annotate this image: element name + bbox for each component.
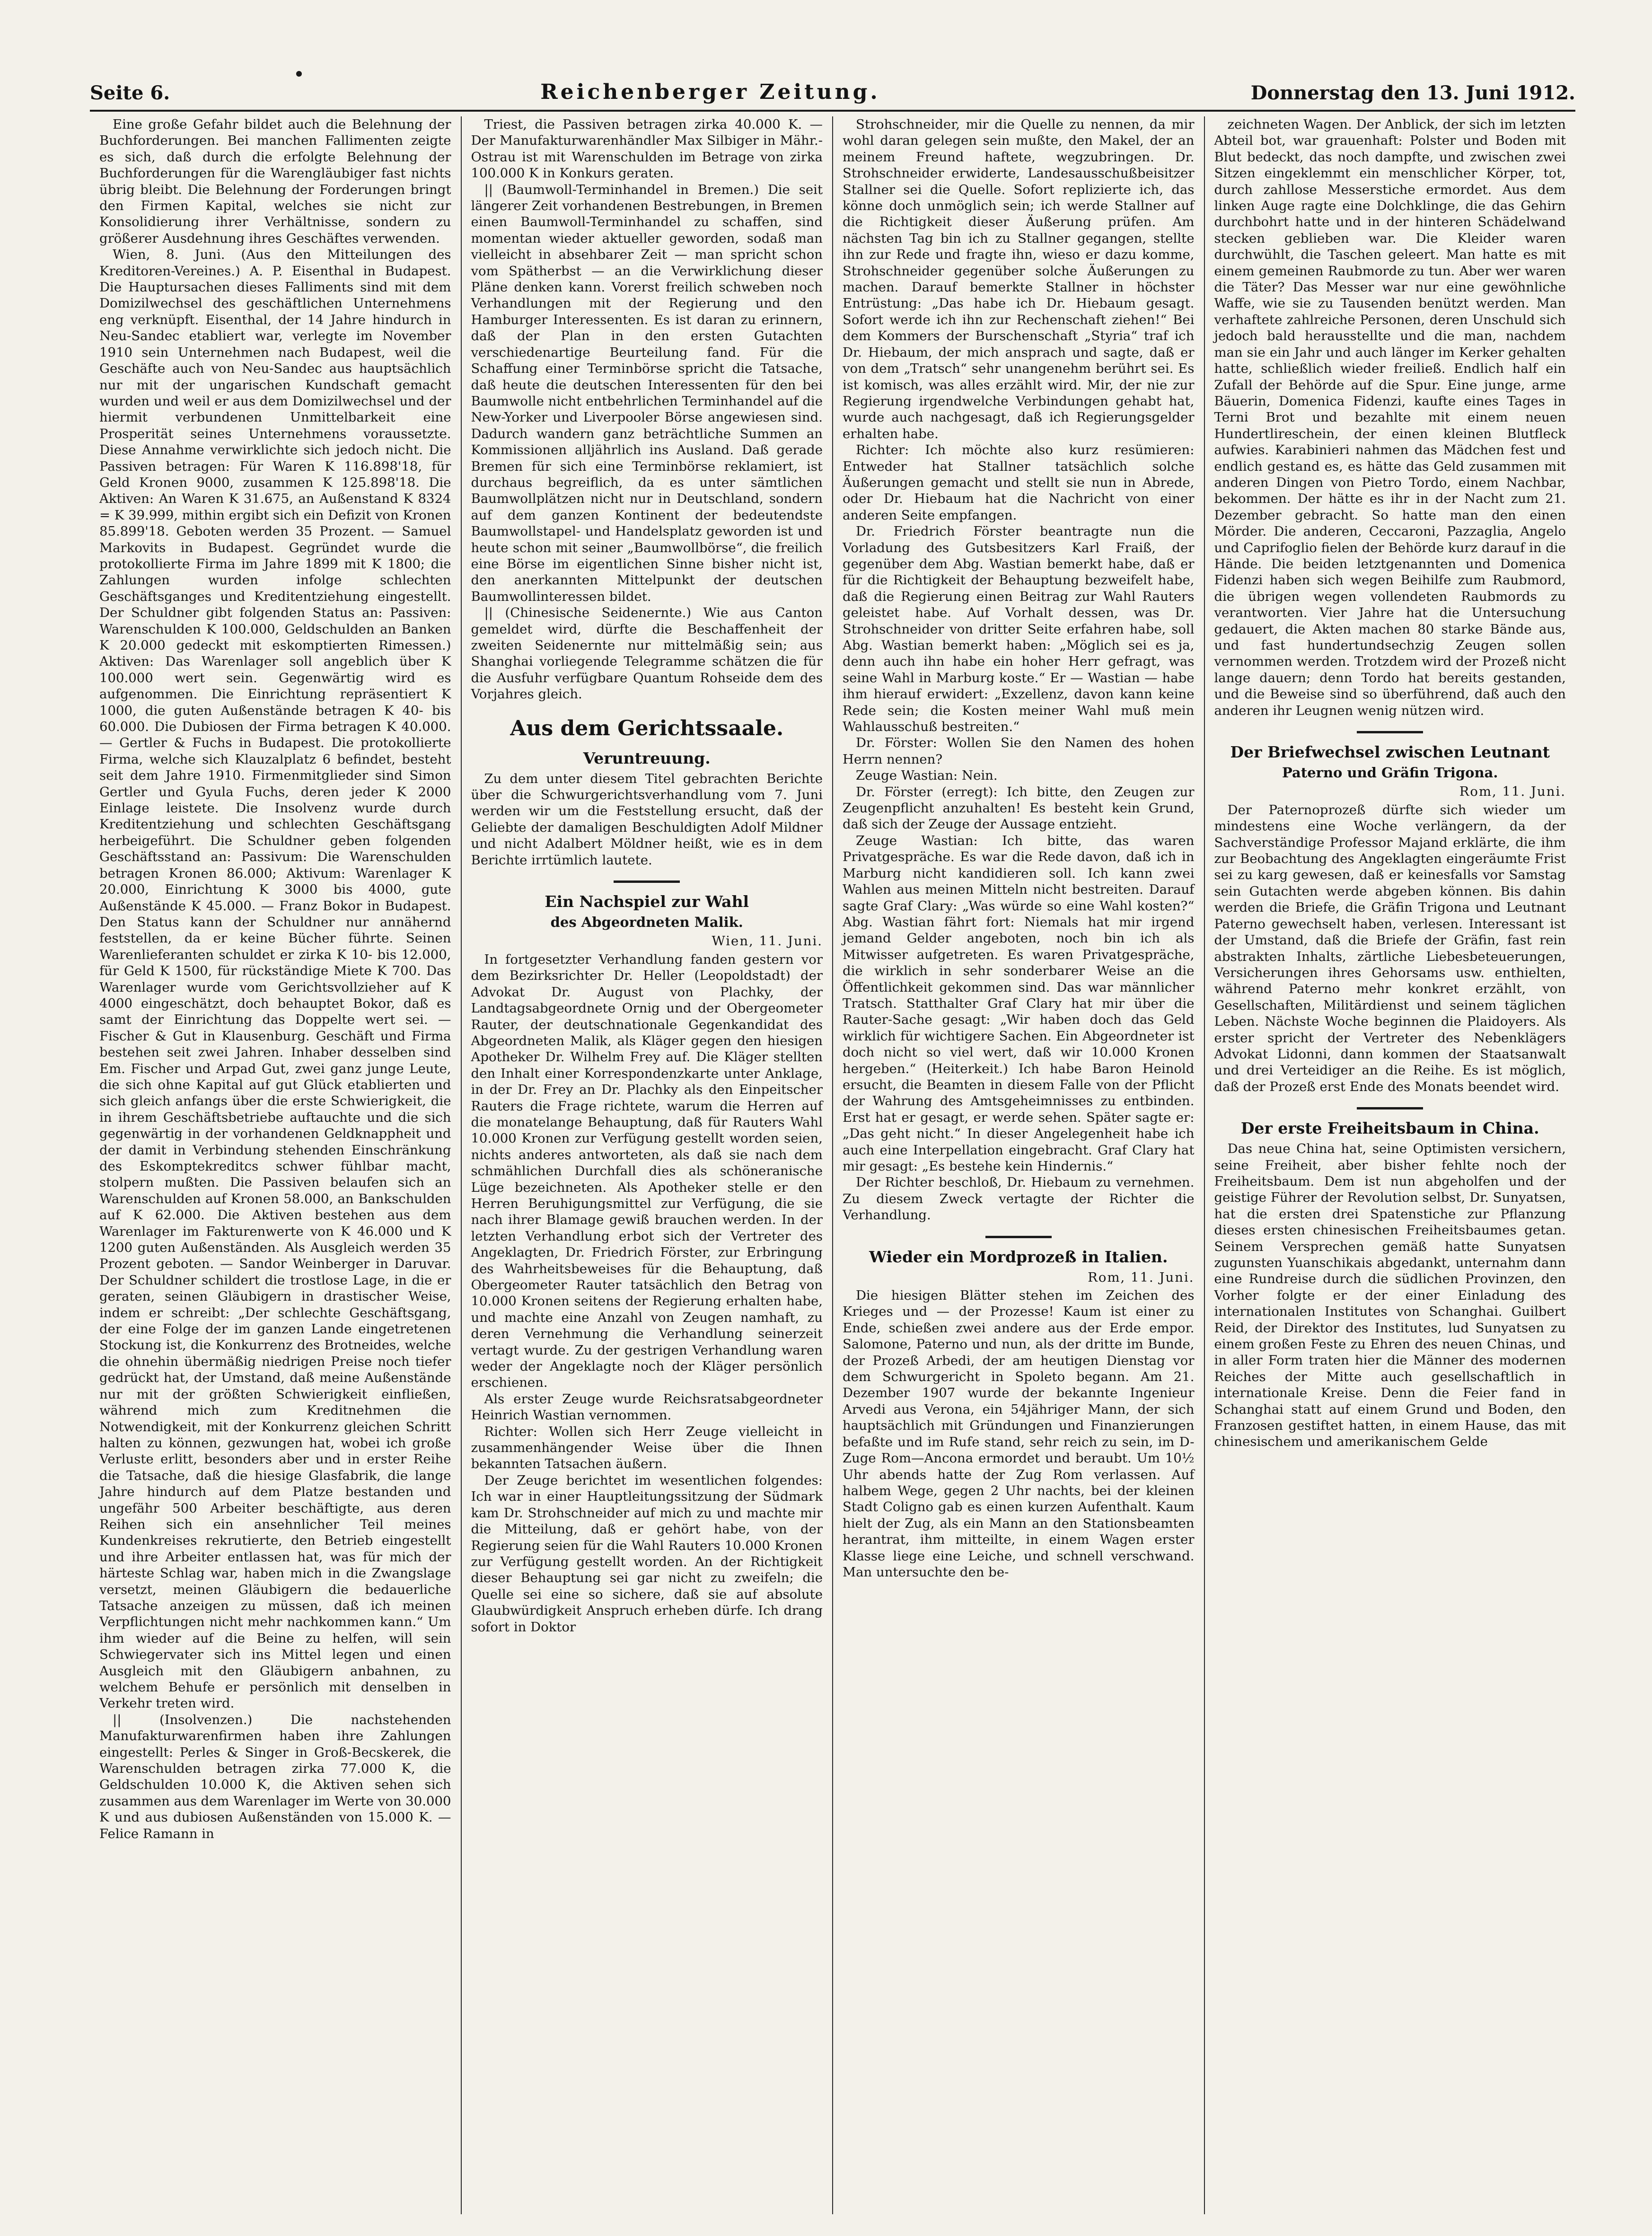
separator [985,1236,1052,1238]
column-3 [833,116,1205,2214]
paragraph: Wien, 8. Juni. (Aus den Mitteilungen des Kreditoren-Vereines.) A. P. Eisenthal in Budapest. Die Hauptursachen dieses Falliments sind mit dem Domizilwechsel des geschäftlichen Unternehmens eng verknüpft. Eisenthal, der 14 Jahre hindurch in Neu-Sandec etabliert war, verlegte im November 1910 sein Unternehmen nach Budapest, weil die Geschäfte auch von Neu-Sandec aus hauptsächlich nur mit der ungarischen Kundschaft gemacht wurden und weil er aus dem Domizilwechsel und der hiermit verbundenen Unmittelbarkeit eine Prosperität seines Unternehmens voraussetzte. Diese Annahme verwirklichte sich jedoch nicht. Die Passiven betragen: Für Waren K 116.898'18, für Geld Kronen 9000, zusammen K 125.898'18. Die Aktiven: An Waren K 31.675, an Außenstand K 8324 = K 39.999, mithin ergibt sich ein Defizit von Kronen 85.899'18. Geboten werden 35 Prozent. — Samuel Markovits in Budapest. Gegründet wurde die protokollierte Firma im Jahre 1899 mit K 1800; die Zahlungen wurden infolge schlechten Geschäftsganges und Kreditentziehung eingestellt. Der Schuldner gibt folgenden Status an: Passiven: Warenschulden K 100.000, Geldschulden an Banken K 20.000 gedeckt mit eskomptierten Rimessen.) Aktiven: Das Warenlager soll angeblich über K 100.000 wert sein. Gegenwärtig wird es aufgenommen. Die Einrichtung repräsentiert K 1000, die guten Außenstände betragen K 40- bis 60.000. Die Dubiosen der Firma betragen K 40.000. — Gertler & Fuchs in Budapest. Die protokollierte Firma, welche sich Klauzalplatz 6 befindet, besteht seit dem Jahre 1910. Firmenmitglieder sind Simon Gertler und Gyula Fuchs, deren jeder K 2000 Einlage leistete. Die Insolvenz wurde durch Kreditentziehung und schlechten Geschäftsgang herbeigeführt. Die Schuldner geben folgenden Geschäftsstand an: Passivum: Die Warenschulden betragen Kronen 86.000; Aktivum: Warenlager K 20.000, Einrichtung K 3000 bis 4000, gute Außenstände K 45.000. — Franz Bokor in Budapest. Den Status kann der Schuldner nur annähernd feststellen, da er keine Bücher führte. Seinen Warenlieferanten schuldet er zirka K 10- bis 12.000, für Geld K 1500, für rückständige Miete K 700. Das Warenlager wurde vom Gerichtsvollzieher auf K 4000 eingeschätzt, doch behauptet Bokor, daß es samt der Einrichtung das Doppelte wert sei. — Fischer & Gut in Klausenburg. Geschäft und Firma bestehen seit zwei Jahren. Inhaber desselben sind Em. Fischer und Arpad Gut, zwei ganz junge Leute, die sich ohne Kapital auf gut Glück etablierten und sich gleich anfangs über die erste Schwierigkeit, die in ihrem Geschäftsbetriebe auftauchte und die sich gegenwärtig in der vorhandenen Geldknappheit und der damit in Verbindung stehenden Einschränkung des Eskomptekreditcs schwer fühlbar macht, stolpern mußten. Die Passiven belaufen sich an Warenschulden auf Kronen 58.000, an Bankschulden auf K 62.000. Die Aktiven bestehen aus dem Warenlager im Fakturenwerte von K 46.000 und K 1200 guten Außenständen. Als Ausgleich werden 35 Prozent geboten. — Sandor Weinberger in Daruvar. Der Schuldner schildert die trostlose Lage, in die er geraten, seinen Gläubigern in drastischer Weise, indem er schreibt: „Der schlechte Geschäftsgang, der eine Folge der im ganzen Lande eingetretenen Stockung ist, die Konkurrenz des Brotneides, welche die ohnehin übermäßig niedrigen Preise noch tiefer gedrückt hat, der Umstand, daß meine Außenstände nur mit der größten Schwierigkeit einfließen, während mich zum Kreditnehmen die Notwendigkeit, mit der Konkurrenz gleichen Schritt halten zu können, gezwungen hat, wobei ich große Verluste erlitt, besonders aber und in erster Reihe die Tatsache, daß die hiesige Glasfabrik, die lange Jahre hindurch auf dem Platze bestanden und ungefähr 500 Arbeiter beschäftigte, aus deren Reihen sich ein ansehnlicher Teil meines Kundenkreises rekrutierte, den Betrieb eingestellt und ihre Arbeiter entlassen hat, was für mich der härteste Schlag war, haben mich in die Zwangslage versetzt, meinen Gläubigern die bedauerliche Tatsache anzeigen zu müssen, daß ich meinen Verpflichtungen nicht mehr nachkommen kann.“ Um ihm wieder auf die Beine zu helfen, will sein Schwiegervater sich ins Mittel legen und einen Ausgleich mit den Gläubigern anbahnen, zu welchem Behufe er persönlich mit denselben in Verkehr treten wird. [99,247,451,1711]
newspaper-title: Reichenberger Zeitung. [540,80,880,104]
separator [1357,1107,1423,1109]
issue-date: Donnerstag den 13. Juni 1912. [1250,82,1575,104]
article-title: Wieder ein Mordprozeß in Italien. [869,1247,1168,1266]
paragraph: Triest, die Passiven betragen zirka 40.000 K. — Der Manufakturwarenhändler Max Silbiger in Mähr.-Ostrau ist mit Warenschulden im Betrage von zirka 100.000 K in Konkurs geraten. [471,117,823,181]
paragraph: Der Richter beschloß, Dr. Hiebaum zu vernehmen. Zu diesem Zweck vertagte der Richter die Verhandlung. [843,1175,1195,1223]
running-head [90,76,1575,104]
paragraph: Eine große Gefahr bildet auch die Belehnung der Buchforderungen. Bei manchen Fallimenten zeigte es sich, daß durch die erfolgte Belehnung der Buchforderungen für die Warengläubiger fast nichts übrig bleibt. Die Belehnung der Forderungen bringt den Firmen Kapital, welches sie nicht zur Konsolidierung ihrer Verhältnisse, sondern zu größerer Ausdehnung ihres Geschäftes verwenden. [99,117,451,246]
paragraph: Der Paternoprozeß dürfte sich wieder um mindestens eine Woche verlängern, da der Sachverständige Professor Majand erklärte, die ihm zur Beobachtung des Angeklagten eingeräumte Frist sei zu karg gewesen, daß er keinesfalls vor Samstag sein Gutachten werde abgeben können. Bis dahin werden die Briefe, die Gräfin Trigona und Leutnant Paterno gewechselt haben, verlesen. Interessant ist der Umstand, daß die Briefe der Gräfin, fast rein abstrakten Inhalts, zärtliche Liebesbeteuerungen, Versicherungen ihres Gehorsams usw. enthielten, während Paterno mehr konkret erzählt, von Gesellschaften, Militärdienst und seinem täglichen Leben. Nächste Woche beginnen die Plaidoyers. Als erster spricht der Vertreter des Nebenklägers Advokat Lidonni, dann kommen der Staatsanwalt und drei Verteidiger an die Reihe. Es ist möglich, daß der Prozeß erst Ende des Monats beendet wird. [1214,802,1566,1094]
paragraph: Dr. Förster (erregt): Ich bitte, den Zeugen zur Zeugenpflicht anzuhalten! Es besteht kein Grund, daß sich der Zeuge der Aussage entzieht. [843,784,1195,832]
separator [614,880,680,883]
header-rule [90,110,1575,112]
paragraph: Dr. Förster: Wollen Sie den Namen des hohen Herrn nennen? [843,735,1195,767]
article-title: Der Briefwechsel zwischen Leutnant [1230,743,1550,762]
article-title: Ein Nachspiel zur Wahl [545,892,749,911]
section-heading: Aus dem Gerichtssaale. [510,716,784,740]
column-4 [1205,116,1576,2214]
paragraph: In fortgesetzter Verhandlung fanden gestern vor dem Bezirksrichter Dr. Heller (Leopoldstadt) der Advokat Dr. August von Plachky, der Landtagsabgeordnete Ornig und der Obergeometer Rauter, der deutschnationale Gegenkandidat des Abgeordneten Malik, als Kläger gegen den hiesigen Apotheker Dr. Wilhelm Frey auf. Die Kläger stellten den Inhalt einer Korrespondenzkarte unter Anklage, in der Dr. Frey an Dr. Plachky als den Einpeitscher Rauters die Frage richtete, warum die Herren auf die monatelange Behauptung, daß für Rauters Wahl 10.000 Kronen zur Verfügung gestellt worden seien, nichts anderes antworteten, als daß sie nach dem schmählichen Durchfall dies als schöneranische Lüge bezeichneten. Als Apotheker stelle er den Herren Beruhigungsmittel zur Verfügung, die sie nach ihrer Blamage gewiß brauchen werden. In der letzten Verhandlung erbot sich der Vertreter des Angeklagten, Dr. Friedrich Förster, zur Erbringung des Wahrheitsbeweises für die Behauptung, daß Obergeometer Rauter tatsächlich den Betrag von 10.000 Kronen seitens der Regierung erhalten habe, und machte eine Anzahl von Zeugen namhaft, zu deren Vernehmung die Verhandlung seinerzeit vertagt wurde. Zu der gestrigen Verhandlung waren weder der Angeklagte noch der Kläger persönlich erschienen. [471,951,823,1391]
paragraph: Richter: Ich möchte also kurz resümieren: Entweder hat Stallner tatsächlich solche Äußerungen gemacht und stellt sie nun in Abrede, oder Dr. Hiebaum hat die Nachricht von einer anderen Seite empfangen. [843,442,1195,523]
column-1 [90,116,462,2214]
paragraph: Zeuge Wastian: Nein. [856,768,998,783]
paragraph: Richter: Wollen sich Herr Zeuge vielleicht in zusammenhängender Weise über die Ihnen bekannten Tatsachen äußern. [471,1424,823,1472]
paragraph: Zu dem unter diesem Titel gebrachten Berichte über die Schwurgerichtsverhandlung vom 7. Juni werden wir um die Feststellung ersucht, daß der Geliebte der damaligen Beschuldigten Adolf Mildner und nicht Adalbert Möldner heißt, wie es in dem Berichte irrtümlich lautete. [471,771,823,868]
article-subtitle: Paterno und Gräfin Trigona. [1282,765,1498,781]
paragraph: zeichneten Wagen. Der Anblick, der sich im letzten Abteil bot, war grauenhaft: Polster und Boden mit Blut bedeckt, das noch dampfte, und zwischen zwei Sitzen eingeklemmt ein menschlicher Körper, tot, durch zahllose Messerstiche ermordet. Aus dem linken Auge ragte eine Dolchklinge, die das Gehirn durchbohrt hatte und in der hinteren Schädelwand stecken geblieben war. Die Kleider waren durchwühlt, die Taschen geleert. Man hatte es mit einem gemeinen Raubmorde zu tun. Aber wer waren die Täter? Das Messer war nur eine gewöhnliche Waffe, wie sie zu Tausenden benützt werden. Man verhaftete zahlreiche Personen, deren Unschuld sich jedoch bald herausstellte und die man, nachdem man sie ein Jahr und auch länger im Kerker gehalten hatte, schließlich wieder freiließ. Endlich half ein Zufall der Behörde auf die Spur. Eine junge, arme Bäuerin, Domenica Fidenzi, kaufte eines Tages in Terni Brot und bezahlte mit einem neuen Hundertlireschein, der einen kleinen Blutfleck aufwies. Karabinieri nahmen das Mädchen fest und endlich gestand es, es hätte das Geld zusammen mit anderen Dingen von Pietro Tordo, einem Nachbar, bekommen. Der hätte es ihr in der Nacht zum 21. Dezember gebracht. So hatte man den einen Mörder. Die anderen, Ceccaroni, Pazzaglia, Angelo und Caprifoglio fielen der Behörde kurz darauf in die Hände. Die beiden letztgenannten und Domenica Fidenzi haben sich wegen Beihilfe zum Raubmord, die übrigen wegen vollendeten Raubmords zu verantworten. Vier Jahre hat die Untersuchung gedauert, die Akten machen 80 starke Bände aus, und fast hundertundsechzig Zeugen sollen vernommen werden. Trotzdem wird der Prozeß nicht lange dauern; denn Tordo hat bereits gestanden, und die Beweise sind so überführend, daß auch den anderen ihr Leugnen wenig nützen wird. [1214,117,1566,718]
dateline: Rom, 11. Juni. [1088,1269,1195,1285]
paragraph: Zeuge Wastian: Ich bitte, das waren Privatgespräche. Es war die Rede davon, daß ich in Marburg nicht kandidieren soll. Ich kann zwei Wahlen aus meinen Mitteln nicht bestreiten. Darauf sagte Graf Clary: „Was würde so eine Wahl kosten?“ Abg. Wastian fährt fort: Niemals hat mir irgend jemand Gelder angeboten, noch bin ich als Mitwisser aufgetreten. Es waren Privatgespräche, die wirklich in sehr sonderbarer Weise an die Öffentlichkeit gekommen sind. Das war männlicher Tratsch. Statthalter Graf Clary hat mir über die Rauter-Sache gesagt: „Wir haben doch das Geld wirklich für wichtigere Sachen. Ein Abgeordneter ist doch nicht so viel wert, daß wir 10.000 Kronen hergeben.“ (Heiterkeit.) Ich habe Baron Heinold ersucht, die Beamten in diesem Falle von der Pflicht der Wahrung des Amtsgeheimnisses zu entbinden. Erst hat er gesagt, er werde sehen. Später sagte er: „Das geht nicht.“ In dieser Angelegenheit habe ich auch eine Interpellation eingebracht. Graf Clary hat mir gesagt: „Es bestehe kein Hindernis.“ [843,833,1195,1174]
newspaper-page [90,76,1575,2214]
article-subtitle: des Abgeordneten Malik. [550,914,743,931]
article-title: Der erste Freiheitsbaum in China. [1240,1119,1539,1138]
paragraph: Das neue China hat, seine Optimisten versichern, seine Freiheit, aber bisher fehlte noch der Freiheitsbaum. Dem ist nun abgeholfen und der geistige Führer der Revolution selbst, Dr. Sunyatsen, hat die ersten drei Spatenstiche zur Pflanzung dieses ersten chinesischen Freiheitsbaumes getan. Seinem Versprechen gemäß hatte Sunyatsen zugunsten Yuanschikais abgedankt, unternahm dann eine Rundreise durch die südlichen Provinzen, den Vorher folgte er der einer Einladung des internationalen Institutes von Schanghai. Guilbert Reid, der Direktor des Institutes, lud Sunyatsen zu einem großen Feste zu Ehren des neuen Chinas, und in aller Form traten hier die Männer des modernen Reiches der Mitte auch gesellschaftlich in internationale Kreise. Denn die Feier fand in Schanghai statt auf einem Grund und Boden, den Franzosen gestiftet hatten, in einem Hause, das mit chinesischem und amerikanischem Gelde [1214,1141,1566,1450]
paragraph: || (Chinesische Seidenernte.) Wie aus Canton gemeldet wird, dürfte die Beschaffenheit der zweiten Seidenernte nur mittelmäßig sein; aus Shanghai vorliegende Telegramme schätzen die für die Ausfuhr verfügbare Quantum Rohseide dem des Vorjahres gleich. [471,605,823,702]
paragraph: Strohschneider, mir die Quelle zu nennen, da mir wohl daran gelegen sein mußte, den Makel, der an meinem Freund haftete, wegzubringen. Dr. Strohschneider erwiderte, Landesausschußbeisitzer Stallner sei die Quelle. Sofort replizierte ich, das könne doch unmöglich sein; ich werde Stallner auf die Richtigkeit dieser Äußerung prüfen. Am nächsten Tag bin ich zu Stallner gegangen, stellte ihn zur Rede und fragte ihn, wieso er dazu komme, Strohschneider gegenüber solche Äußerungen zu machen. Darauf bemerkte Stallner in höchster Entrüstung: „Das habe ich Dr. Hiebaum gesagt. Sofort werde ich ihn zur Rechenschaft ziehen!“ Bei dem Kommers der Burschenschaft „Styria“ traf ich Dr. Hiebaum, der mich ansprach und sagte, daß er von dem „Tratsch“ sehr unangenehm berührt sei. Es ist komisch, was alles erzählt wird. Mir, der nie zur Regierung irgendwelche Verbindungen gehabt hat, wurde auch nachgesagt, daß ich Regierungsgelder erhalten habe. [843,117,1195,441]
paragraph: || (Baumwoll-Terminhandel in Bremen.) Die seit längerer Zeit vorhandenen Bestrebungen, in Bremen einen Baumwoll-Terminhandel zu schaffen, sind momentan wieder aktueller geworden, sodaß man vielleicht in absehbarer Zeit — man spricht schon vom Spätherbst — an die Verwirklichung dieser Pläne denken kann. Vorerst freilich schweben noch Verhandlungen mit der Regierung und den Hamburger Interessenten. Es ist daran zu erinnern, daß der Plan in den ersten Gutachten verschiedenartige Beurteilung fand. Für die Schaffung einer Terminbörse spricht die Tatsache, daß heute die deutschen Interessenten für den bei Baumwolle nicht entbehrlichen Terminhandel auf die New-Yorker und Liverpooler Börse angewiesen sind. Dadurch wandern ganz beträchtliche Summen an Kommissionen alljährlich ins Ausland. Daß gerade Bremen für sich eine Terminbörse reklamiert, ist durchaus begreiflich, da es unter sämtlichen Baumwollplätzen nicht nur in Deutschland, sondern auf dem ganzen Kontinent der bedeutendste Baumwollstapel- und Handelsplatz geworden ist und heute schon mit seiner „Baumwollbörse“, die freilich eine Börse im eigentlichen Sinne bisher nicht ist, den anerkannten Mittelpunkt der deutschen Baumwollinteressen bildet. [471,182,823,604]
separator [1357,731,1423,733]
paragraph: || (Insolvenzen.) Die nachstehenden Manufakturwarenfirmen haben ihre Zahlungen eingestellt: Perles & Singer in Groß-Becskerek, die Warenschulden betragen zirka 77.000 K, die Geldschulden 10.000 K, die Aktiven sehen sich zusammen aus dem Warenlager im Werte von 30.000 K und aus dubiosen Außenständen von 15.000 K. — Felice Ramann in [99,1712,451,1841]
paragraph: Dr. Friedrich Förster beantragte nun die Vorladung des Gutsbesitzers Karl Fraiß, der gegenüber dem Abg. Wastian bemerkt habe, daß er für die Richtigkeit der Behauptung bezweifelt habe, daß die Regierung einen Beitrag zur Wahl Rauters geleistet habe. Auf Vorhalt dessen, was Dr. Strohschneider von dritter Seite erfahren habe, soll Abg. Wastian bemerkt haben: „Möglich sei es ja, denn auch ihn habe ein hoher Herr gefragt, was seine Wahl in Marburg koste.“ Er — Wastian — habe ihm hierauf erwidert: „Exzellenz, davon kann keine Rede sein; die Kosten meiner Wahl muß mein Wahlausschuß bestreiten.“ [843,524,1195,735]
columns [90,116,1575,2214]
paragraph: Der Zeuge berichtet im wesentlichen folgendes: Ich war in einer Hauptleitungssitzung der Südmark kam Dr. Strohschneider auf mich zu und machte mir die Mitteilung, daß er gehört habe, von der Regierung seien für die Wahl Rauters 10.000 Kronen zur Verfügung gestellt worden. An der Richtigkeit dieser Behauptung sei gar nicht zu zweifeln; die Quelle sei eine so sichere, daß sie auf absolute Glaubwürdigkeit Anspruch erheben dürfe. Ich drang sofort in Doktor [471,1472,823,1635]
page-number: Seite 6. [90,82,170,104]
paragraph: Die hiesigen Blätter stehen im Zeichen des Krieges und — der Prozesse! Kaum ist einer zu Ende, schießen zwei andere aus der Erde empor. Salomone, Paterno und nun, als der dritte im Bunde, der Prozeß Arbedi, der am heutigen Dienstag vor dem Schwurgericht in Spoleto begann. Am 21. Dezember 1907 wurde der bekannte Ingenieur Arvedi aus Verona, ein 54jähriger Mann, der sich hauptsächlich mit Gründungen und Finanzierungen befaßte und im Rufe stand, sehr reich zu sein, im D-Zuge Rom—Ancona ermordet und beraubt. Um 10½ Uhr abends hatte der Zug Rom verlassen. Auf halbem Wege, gegen 2 Uhr nachts, bei der kleinen Stadt Coligno gab es einen kurzen Aufenthalt. Kaum hielt der Zug, als ein Mann an den Stationsbeamten herantrat, ihm mitteilte, in einem Wagen erster Klasse liege eine Leiche, und schnell verschwand. Man untersuchte den be- [843,1288,1195,1580]
column-2 [462,116,834,2214]
dateline: Wien, 11. Juni. [712,933,823,949]
article-title: Veruntreuung. [583,748,711,767]
dateline: Rom, 11. Juni. [1459,784,1566,800]
paragraph: Als erster Zeuge wurde Reichsratsabgeordneter Heinrich Wastian vernommen. [471,1391,823,1423]
